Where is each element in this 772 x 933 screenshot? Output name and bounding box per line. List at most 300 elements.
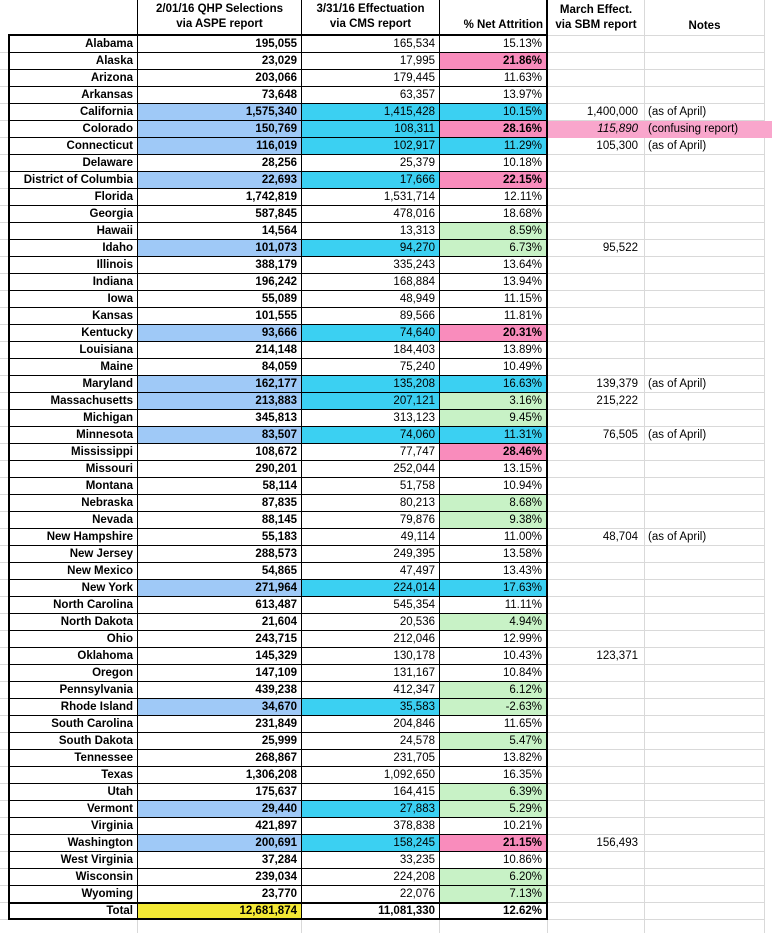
cms-effectuation-cell[interactable]: 135,208 xyxy=(302,376,440,393)
cms-effectuation-cell[interactable]: 249,395 xyxy=(302,546,440,563)
qhp-selections-cell[interactable]: 1,742,819 xyxy=(138,189,302,206)
state-cell[interactable]: Illinois xyxy=(8,257,138,274)
march-effect-cell[interactable] xyxy=(548,342,645,359)
qhp-selections-cell[interactable]: 14,564 xyxy=(138,223,302,240)
net-attrition-cell[interactable]: 12.11% xyxy=(440,189,548,206)
qhp-selections-cell[interactable]: 421,897 xyxy=(138,818,302,835)
march-effect-cell[interactable] xyxy=(548,410,645,427)
march-effect-cell[interactable]: 48,704 xyxy=(548,529,645,546)
state-cell[interactable]: South Dakota xyxy=(8,733,138,750)
state-cell[interactable]: Virginia xyxy=(8,818,138,835)
march-effect-cell[interactable] xyxy=(548,359,645,376)
notes-cell[interactable] xyxy=(645,325,765,342)
state-cell[interactable]: Rhode Island xyxy=(8,699,138,716)
net-attrition-cell[interactable]: 11.11% xyxy=(440,597,548,614)
cms-effectuation-cell[interactable]: 212,046 xyxy=(302,631,440,648)
cms-effectuation-cell[interactable]: 51,758 xyxy=(302,478,440,495)
net-attrition-cell[interactable]: 13.94% xyxy=(440,274,548,291)
march-effect-cell[interactable] xyxy=(548,223,645,240)
cms-effectuation-cell[interactable]: 184,403 xyxy=(302,342,440,359)
cms-effectuation-cell[interactable]: 48,949 xyxy=(302,291,440,308)
notes-cell[interactable] xyxy=(645,70,765,87)
march-effect-cell[interactable] xyxy=(548,852,645,869)
net-attrition-cell[interactable]: 10.86% xyxy=(440,852,548,869)
net-attrition-cell[interactable]: 10.18% xyxy=(440,155,548,172)
qhp-selections-cell[interactable]: 200,691 xyxy=(138,835,302,852)
state-cell[interactable]: New Jersey xyxy=(8,546,138,563)
march-effect-cell[interactable] xyxy=(548,580,645,597)
march-effect-cell[interactable] xyxy=(548,750,645,767)
march-effect-cell[interactable]: 123,371 xyxy=(548,648,645,665)
qhp-selections-cell[interactable]: 290,201 xyxy=(138,461,302,478)
qhp-selections-cell[interactable]: 55,089 xyxy=(138,291,302,308)
march-effect-cell[interactable] xyxy=(548,631,645,648)
cms-effectuation-cell[interactable]: 24,578 xyxy=(302,733,440,750)
notes-cell[interactable] xyxy=(645,767,765,784)
qhp-selections-cell[interactable]: 150,769 xyxy=(138,121,302,138)
net-attrition-cell[interactable]: 10.84% xyxy=(440,665,548,682)
state-cell[interactable]: Michigan xyxy=(8,410,138,427)
cms-effectuation-cell[interactable]: 108,311 xyxy=(302,121,440,138)
state-cell[interactable]: New Mexico xyxy=(8,563,138,580)
state-cell[interactable]: West Virginia xyxy=(8,852,138,869)
notes-cell[interactable] xyxy=(645,512,765,529)
march-effect-cell[interactable] xyxy=(548,495,645,512)
qhp-selections-cell[interactable]: 34,670 xyxy=(138,699,302,716)
header-qhp-selections[interactable] xyxy=(138,0,302,36)
qhp-selections-cell[interactable]: 271,964 xyxy=(138,580,302,597)
notes-cell[interactable] xyxy=(645,155,765,172)
state-cell[interactable]: Oklahoma xyxy=(8,648,138,665)
qhp-selections-cell[interactable]: 73,648 xyxy=(138,87,302,104)
qhp-selections-cell[interactable]: 54,865 xyxy=(138,563,302,580)
net-attrition-cell[interactable]: 21.86% xyxy=(440,53,548,70)
march-effect-cell[interactable] xyxy=(548,716,645,733)
qhp-selections-cell[interactable]: 203,066 xyxy=(138,70,302,87)
state-cell[interactable]: Missouri xyxy=(8,461,138,478)
qhp-selections-cell[interactable]: 22,693 xyxy=(138,172,302,189)
march-effect-cell[interactable] xyxy=(548,53,645,70)
state-cell[interactable]: Colorado xyxy=(8,121,138,138)
notes-cell[interactable] xyxy=(645,665,765,682)
qhp-selections-cell[interactable]: 21,604 xyxy=(138,614,302,631)
notes-cell[interactable] xyxy=(645,546,765,563)
net-attrition-cell[interactable]: 16.63% xyxy=(440,376,548,393)
net-attrition-cell[interactable]: 28.46% xyxy=(440,444,548,461)
net-attrition-cell[interactable]: 21.15% xyxy=(440,835,548,852)
notes-cell[interactable] xyxy=(645,699,765,716)
net-attrition-cell[interactable]: 6.12% xyxy=(440,682,548,699)
qhp-selections-cell[interactable]: 55,183 xyxy=(138,529,302,546)
qhp-selections-cell[interactable]: 288,573 xyxy=(138,546,302,563)
qhp-selections-cell[interactable]: 613,487 xyxy=(138,597,302,614)
cms-effectuation-cell[interactable]: 252,044 xyxy=(302,461,440,478)
march-effect-cell[interactable] xyxy=(548,325,645,342)
notes-cell[interactable]: (as of April) xyxy=(645,104,765,121)
cms-effectuation-cell[interactable]: 75,240 xyxy=(302,359,440,376)
notes-cell[interactable] xyxy=(645,410,765,427)
march-effect-cell[interactable] xyxy=(548,70,645,87)
march-effect-cell[interactable] xyxy=(548,869,645,886)
qhp-selections-cell[interactable]: 58,114 xyxy=(138,478,302,495)
net-attrition-cell[interactable]: 9.38% xyxy=(440,512,548,529)
state-cell[interactable]: Indiana xyxy=(8,274,138,291)
cms-effectuation-cell[interactable]: 22,076 xyxy=(302,886,440,903)
march-effect-cell[interactable] xyxy=(548,478,645,495)
cms-effectuation-cell[interactable]: 25,379 xyxy=(302,155,440,172)
state-cell[interactable]: Alaska xyxy=(8,53,138,70)
cms-effectuation-cell[interactable]: 63,357 xyxy=(302,87,440,104)
cms-effectuation-cell[interactable]: 20,536 xyxy=(302,614,440,631)
net-attrition-cell[interactable]: 13.89% xyxy=(440,342,548,359)
cms-effectuation-cell[interactable]: 13,313 xyxy=(302,223,440,240)
state-cell[interactable]: Kansas xyxy=(8,308,138,325)
net-attrition-cell[interactable]: 10.43% xyxy=(440,648,548,665)
march-effect-cell[interactable] xyxy=(548,597,645,614)
net-attrition-cell[interactable]: 13.97% xyxy=(440,87,548,104)
header-march-effect[interactable] xyxy=(548,0,645,36)
notes-cell[interactable] xyxy=(645,172,765,189)
net-attrition-cell[interactable]: 22.15% xyxy=(440,172,548,189)
march-effect-cell[interactable] xyxy=(548,257,645,274)
notes-cell[interactable] xyxy=(645,716,765,733)
notes-cell[interactable] xyxy=(645,36,765,53)
net-attrition-cell[interactable]: 16.35% xyxy=(440,767,548,784)
march-effect-cell[interactable] xyxy=(548,801,645,818)
qhp-selections-cell[interactable]: 29,440 xyxy=(138,801,302,818)
qhp-selections-cell[interactable]: 23,770 xyxy=(138,886,302,903)
net-attrition-cell[interactable]: 5.47% xyxy=(440,733,548,750)
notes-cell[interactable] xyxy=(645,631,765,648)
state-cell[interactable]: Minnesota xyxy=(8,427,138,444)
state-cell[interactable]: Montana xyxy=(8,478,138,495)
state-cell[interactable]: Iowa xyxy=(8,291,138,308)
march-effect-cell[interactable]: 215,222 xyxy=(548,393,645,410)
net-attrition-cell[interactable]: 13.58% xyxy=(440,546,548,563)
march-effect-cell[interactable] xyxy=(548,461,645,478)
net-attrition-cell[interactable]: 28.16% xyxy=(440,121,548,138)
cms-effectuation-cell[interactable]: 1,092,650 xyxy=(302,767,440,784)
qhp-selections-cell[interactable]: 88,145 xyxy=(138,512,302,529)
total-attrition-cell[interactable]: 12.62% xyxy=(440,903,548,920)
march-effect-cell[interactable] xyxy=(548,682,645,699)
march-effect-cell[interactable] xyxy=(548,172,645,189)
notes-cell[interactable] xyxy=(645,240,765,257)
notes-cell[interactable] xyxy=(645,223,765,240)
state-cell[interactable]: Louisiana xyxy=(8,342,138,359)
notes-cell[interactable] xyxy=(645,53,765,70)
notes-cell[interactable] xyxy=(645,359,765,376)
cms-effectuation-cell[interactable]: 378,838 xyxy=(302,818,440,835)
cms-effectuation-cell[interactable]: 231,705 xyxy=(302,750,440,767)
cms-effectuation-cell[interactable]: 1,415,428 xyxy=(302,104,440,121)
notes-cell[interactable] xyxy=(645,733,765,750)
state-cell[interactable]: Wisconsin xyxy=(8,869,138,886)
notes-cell[interactable] xyxy=(645,342,765,359)
state-cell[interactable]: Maryland xyxy=(8,376,138,393)
state-cell[interactable]: Idaho xyxy=(8,240,138,257)
qhp-selections-cell[interactable]: 145,329 xyxy=(138,648,302,665)
qhp-selections-cell[interactable]: 231,849 xyxy=(138,716,302,733)
march-effect-cell[interactable] xyxy=(548,818,645,835)
cms-effectuation-cell[interactable]: 224,208 xyxy=(302,869,440,886)
cms-effectuation-cell[interactable]: 33,235 xyxy=(302,852,440,869)
qhp-selections-cell[interactable]: 25,999 xyxy=(138,733,302,750)
state-cell[interactable]: Hawaii xyxy=(8,223,138,240)
net-attrition-cell[interactable]: 6.39% xyxy=(440,784,548,801)
net-attrition-cell[interactable]: 6.73% xyxy=(440,240,548,257)
cms-effectuation-cell[interactable]: 94,270 xyxy=(302,240,440,257)
march-effect-cell[interactable] xyxy=(548,291,645,308)
march-effect-cell[interactable] xyxy=(548,274,645,291)
state-cell[interactable]: Maine xyxy=(8,359,138,376)
notes-cell[interactable] xyxy=(645,886,765,903)
net-attrition-cell[interactable]: 18.68% xyxy=(440,206,548,223)
header-effectuation[interactable] xyxy=(302,0,440,36)
cms-effectuation-cell[interactable]: 130,178 xyxy=(302,648,440,665)
total-qhp-cell[interactable]: 12,681,874 xyxy=(138,903,302,920)
state-cell[interactable]: Georgia xyxy=(8,206,138,223)
net-attrition-cell[interactable]: 11.65% xyxy=(440,716,548,733)
qhp-selections-cell[interactable]: 23,029 xyxy=(138,53,302,70)
qhp-selections-cell[interactable]: 268,867 xyxy=(138,750,302,767)
net-attrition-cell[interactable]: 12.99% xyxy=(440,631,548,648)
qhp-selections-cell[interactable]: 196,242 xyxy=(138,274,302,291)
notes-cell[interactable] xyxy=(645,563,765,580)
cms-effectuation-cell[interactable]: 207,121 xyxy=(302,393,440,410)
qhp-selections-cell[interactable]: 147,109 xyxy=(138,665,302,682)
net-attrition-cell[interactable]: 10.15% xyxy=(440,104,548,121)
state-cell[interactable]: Mississippi xyxy=(8,444,138,461)
cms-effectuation-cell[interactable]: 102,917 xyxy=(302,138,440,155)
net-attrition-cell[interactable]: -2.63% xyxy=(440,699,548,716)
qhp-selections-cell[interactable]: 587,845 xyxy=(138,206,302,223)
state-cell[interactable]: Nevada xyxy=(8,512,138,529)
qhp-selections-cell[interactable]: 213,883 xyxy=(138,393,302,410)
notes-cell[interactable] xyxy=(645,308,765,325)
cms-effectuation-cell[interactable]: 17,995 xyxy=(302,53,440,70)
cms-effectuation-cell[interactable]: 1,531,714 xyxy=(302,189,440,206)
notes-cell[interactable] xyxy=(645,750,765,767)
notes-cell[interactable] xyxy=(645,206,765,223)
net-attrition-cell[interactable]: 11.15% xyxy=(440,291,548,308)
march-effect-cell[interactable]: 139,379 xyxy=(548,376,645,393)
march-effect-cell[interactable] xyxy=(548,189,645,206)
net-attrition-cell[interactable]: 10.21% xyxy=(440,818,548,835)
cms-effectuation-cell[interactable]: 131,167 xyxy=(302,665,440,682)
qhp-selections-cell[interactable]: 1,575,340 xyxy=(138,104,302,121)
qhp-selections-cell[interactable]: 239,034 xyxy=(138,869,302,886)
march-effect-cell[interactable]: 76,505 xyxy=(548,427,645,444)
cms-effectuation-cell[interactable]: 49,114 xyxy=(302,529,440,546)
march-effect-cell[interactable] xyxy=(548,36,645,53)
state-cell[interactable]: Delaware xyxy=(8,155,138,172)
header-notes[interactable]: Notes xyxy=(645,0,765,36)
state-cell[interactable]: New York xyxy=(8,580,138,597)
net-attrition-cell[interactable]: 6.20% xyxy=(440,869,548,886)
qhp-selections-cell[interactable]: 243,715 xyxy=(138,631,302,648)
net-attrition-cell[interactable]: 11.31% xyxy=(440,427,548,444)
qhp-selections-cell[interactable]: 345,813 xyxy=(138,410,302,427)
header-net-attrition[interactable]: % Net Attrition xyxy=(440,0,548,36)
notes-cell[interactable] xyxy=(645,189,765,206)
notes-cell[interactable] xyxy=(645,580,765,597)
cms-effectuation-cell[interactable]: 313,123 xyxy=(302,410,440,427)
cms-effectuation-cell[interactable]: 412,347 xyxy=(302,682,440,699)
notes-cell[interactable] xyxy=(645,478,765,495)
march-effect-cell[interactable]: 105,300 xyxy=(548,138,645,155)
state-cell[interactable]: California xyxy=(8,104,138,121)
cms-effectuation-cell[interactable]: 74,640 xyxy=(302,325,440,342)
qhp-selections-cell[interactable]: 108,672 xyxy=(138,444,302,461)
cms-effectuation-cell[interactable]: 204,846 xyxy=(302,716,440,733)
net-attrition-cell[interactable]: 15.13% xyxy=(440,36,548,53)
state-cell[interactable]: Kentucky xyxy=(8,325,138,342)
march-effect-cell[interactable] xyxy=(548,784,645,801)
net-attrition-cell[interactable]: 3.16% xyxy=(440,393,548,410)
net-attrition-cell[interactable]: 10.94% xyxy=(440,478,548,495)
cms-effectuation-cell[interactable]: 168,884 xyxy=(302,274,440,291)
state-cell[interactable]: Arkansas xyxy=(8,87,138,104)
march-effect-cell[interactable] xyxy=(548,308,645,325)
net-attrition-cell[interactable]: 5.29% xyxy=(440,801,548,818)
cms-effectuation-cell[interactable]: 74,060 xyxy=(302,427,440,444)
notes-cell[interactable] xyxy=(645,495,765,512)
notes-cell[interactable]: (as of April) xyxy=(645,138,765,155)
net-attrition-cell[interactable]: 17.63% xyxy=(440,580,548,597)
march-effect-cell[interactable]: 115,890 xyxy=(548,121,645,138)
cms-effectuation-cell[interactable]: 80,213 xyxy=(302,495,440,512)
net-attrition-cell[interactable]: 11.63% xyxy=(440,70,548,87)
state-cell[interactable]: Texas xyxy=(8,767,138,784)
state-cell[interactable]: Oregon xyxy=(8,665,138,682)
net-attrition-cell[interactable]: 13.15% xyxy=(440,461,548,478)
notes-cell[interactable] xyxy=(645,461,765,478)
net-attrition-cell[interactable]: 13.82% xyxy=(440,750,548,767)
march-effect-cell[interactable] xyxy=(548,206,645,223)
notes-cell[interactable] xyxy=(645,274,765,291)
qhp-selections-cell[interactable]: 101,555 xyxy=(138,308,302,325)
cms-effectuation-cell[interactable]: 335,243 xyxy=(302,257,440,274)
cms-effectuation-cell[interactable]: 89,566 xyxy=(302,308,440,325)
net-attrition-cell[interactable]: 4.94% xyxy=(440,614,548,631)
notes-cell[interactable] xyxy=(645,869,765,886)
march-effect-cell[interactable]: 1,400,000 xyxy=(548,104,645,121)
state-cell[interactable]: North Carolina xyxy=(8,597,138,614)
notes-cell[interactable]: (as of April) xyxy=(645,376,765,393)
march-effect-cell[interactable] xyxy=(548,733,645,750)
notes-cell[interactable] xyxy=(645,87,765,104)
qhp-selections-cell[interactable]: 87,835 xyxy=(138,495,302,512)
state-cell[interactable]: Vermont xyxy=(8,801,138,818)
cms-effectuation-cell[interactable]: 224,014 xyxy=(302,580,440,597)
notes-cell[interactable] xyxy=(645,648,765,665)
march-effect-cell[interactable] xyxy=(548,665,645,682)
net-attrition-cell[interactable]: 11.81% xyxy=(440,308,548,325)
net-attrition-cell[interactable]: 8.68% xyxy=(440,495,548,512)
cms-effectuation-cell[interactable]: 545,354 xyxy=(302,597,440,614)
qhp-selections-cell[interactable]: 439,238 xyxy=(138,682,302,699)
march-effect-cell[interactable] xyxy=(548,767,645,784)
cms-effectuation-cell[interactable]: 79,876 xyxy=(302,512,440,529)
state-cell[interactable]: Washington xyxy=(8,835,138,852)
qhp-selections-cell[interactable]: 175,637 xyxy=(138,784,302,801)
march-effect-cell[interactable] xyxy=(548,87,645,104)
net-attrition-cell[interactable]: 13.43% xyxy=(440,563,548,580)
state-cell[interactable]: Alabama xyxy=(8,36,138,53)
march-effect-cell[interactable] xyxy=(548,444,645,461)
qhp-selections-cell[interactable]: 83,507 xyxy=(138,427,302,444)
state-cell[interactable]: Nebraska xyxy=(8,495,138,512)
notes-cell[interactable] xyxy=(645,597,765,614)
net-attrition-cell[interactable]: 10.49% xyxy=(440,359,548,376)
march-effect-cell[interactable] xyxy=(548,699,645,716)
net-attrition-cell[interactable]: 7.13% xyxy=(440,886,548,903)
cms-effectuation-cell[interactable]: 77,747 xyxy=(302,444,440,461)
cms-effectuation-cell[interactable]: 478,016 xyxy=(302,206,440,223)
march-effect-cell[interactable]: 95,522 xyxy=(548,240,645,257)
notes-cell[interactable] xyxy=(645,257,765,274)
notes-cell[interactable]: (as of April) xyxy=(645,529,765,546)
state-cell[interactable]: Connecticut xyxy=(8,138,138,155)
qhp-selections-cell[interactable]: 116,019 xyxy=(138,138,302,155)
net-attrition-cell[interactable]: 11.00% xyxy=(440,529,548,546)
notes-cell[interactable] xyxy=(645,784,765,801)
state-cell[interactable]: Arizona xyxy=(8,70,138,87)
march-effect-cell[interactable] xyxy=(548,155,645,172)
state-cell[interactable]: Tennessee xyxy=(8,750,138,767)
march-effect-cell[interactable]: 156,493 xyxy=(548,835,645,852)
state-cell[interactable]: South Carolina xyxy=(8,716,138,733)
qhp-selections-cell[interactable]: 388,179 xyxy=(138,257,302,274)
state-cell[interactable]: Florida xyxy=(8,189,138,206)
qhp-selections-cell[interactable]: 162,177 xyxy=(138,376,302,393)
notes-cell[interactable] xyxy=(645,393,765,410)
notes-cell[interactable] xyxy=(645,444,765,461)
notes-cell[interactable] xyxy=(645,614,765,631)
qhp-selections-cell[interactable]: 93,666 xyxy=(138,325,302,342)
qhp-selections-cell[interactable]: 84,059 xyxy=(138,359,302,376)
header-state[interactable] xyxy=(8,0,138,36)
state-cell[interactable]: North Dakota xyxy=(8,614,138,631)
net-attrition-cell[interactable]: 9.45% xyxy=(440,410,548,427)
qhp-selections-cell[interactable]: 195,055 xyxy=(138,36,302,53)
march-effect-cell[interactable] xyxy=(548,512,645,529)
march-effect-cell[interactable] xyxy=(548,563,645,580)
total-cms-cell[interactable]: 11,081,330 xyxy=(302,903,440,920)
cms-effectuation-cell[interactable]: 47,497 xyxy=(302,563,440,580)
notes-cell[interactable] xyxy=(645,818,765,835)
state-cell[interactable]: Utah xyxy=(8,784,138,801)
notes-cell[interactable] xyxy=(645,291,765,308)
state-cell[interactable]: Ohio xyxy=(8,631,138,648)
march-effect-cell[interactable] xyxy=(548,546,645,563)
cms-effectuation-cell[interactable]: 27,883 xyxy=(302,801,440,818)
state-cell[interactable]: Pennsylvania xyxy=(8,682,138,699)
notes-cell[interactable] xyxy=(645,852,765,869)
total-notes-cell[interactable] xyxy=(645,903,765,920)
cms-effectuation-cell[interactable]: 35,583 xyxy=(302,699,440,716)
state-cell[interactable]: New Hampshire xyxy=(8,529,138,546)
notes-cell[interactable] xyxy=(645,835,765,852)
state-cell[interactable]: Wyoming xyxy=(8,886,138,903)
net-attrition-cell[interactable]: 8.59% xyxy=(440,223,548,240)
march-effect-cell[interactable] xyxy=(548,886,645,903)
qhp-selections-cell[interactable]: 214,148 xyxy=(138,342,302,359)
march-effect-cell[interactable] xyxy=(548,614,645,631)
notes-cell[interactable] xyxy=(645,682,765,699)
qhp-selections-cell[interactable]: 28,256 xyxy=(138,155,302,172)
